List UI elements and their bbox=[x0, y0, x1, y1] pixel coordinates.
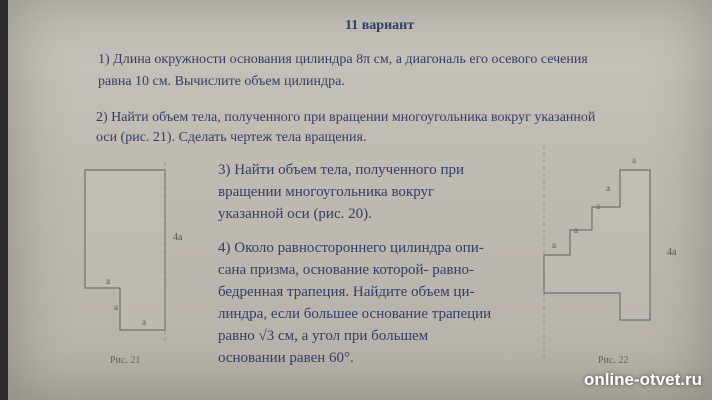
problem3-line3: указанной оси (рис. 20). bbox=[218, 206, 372, 222]
problem1-line1: 1) Длина окружности основания цилиндра 8π см, а диагональ его осевого сечения bbox=[98, 52, 588, 67]
problem3-line2: вращении многоугольника вокруг bbox=[218, 184, 435, 200]
problem4-line6: основании равен 60°. bbox=[218, 350, 354, 366]
figure-22-label-a4: a bbox=[574, 225, 578, 235]
figure-22-caption: Рис. 22 bbox=[598, 355, 629, 366]
figure-22-label-a2: a bbox=[606, 183, 610, 193]
problem4-line3: бедренная трапеция. Найдите объем ци- bbox=[218, 284, 475, 300]
problem4-line2: сана призма, основание которой- равно- bbox=[218, 262, 475, 278]
figure-22-polygon bbox=[544, 170, 650, 320]
figure-22 bbox=[530, 145, 695, 365]
figure-22-label-a5: a bbox=[552, 240, 556, 250]
figure-21 bbox=[70, 160, 200, 350]
figure-21-caption: Рис. 21 bbox=[110, 355, 141, 366]
problem2-line1: 2) Найти объем тела, полученного при вращении многоугольника вокруг указанной bbox=[96, 110, 596, 125]
figure-22-label-a3: a bbox=[596, 201, 600, 211]
figure-22-label-side: 4a bbox=[667, 247, 677, 258]
watermark: online-otvet.ru bbox=[583, 370, 702, 389]
problem2-line2: оси (рис. 21). Сделать чертеж тела вращения. bbox=[96, 130, 367, 145]
problem3-line1: 3) Найти объем тела, полученного при bbox=[218, 162, 465, 178]
figure-21-label-bottom: a bbox=[142, 317, 146, 327]
figure-21-polygon bbox=[85, 170, 165, 330]
problem4-line4: линдра, если большее основание трапеции bbox=[218, 306, 492, 322]
variant-heading: 11 вариант bbox=[345, 18, 415, 33]
figure-21-label-inner: a bbox=[106, 276, 110, 286]
figure-21-label-step: a bbox=[114, 302, 118, 312]
figure-22-label-a1: a bbox=[632, 155, 636, 165]
problem4-line1: 4) Около равностороннего цилиндра опи- bbox=[218, 240, 484, 256]
problem4-line5: равно √3 см, а угол при большем bbox=[218, 328, 429, 344]
figure-21-label-side: 4a bbox=[173, 232, 183, 243]
problem1-line2: равна 10 см. Вычислите объем цилиндра. bbox=[98, 74, 345, 89]
